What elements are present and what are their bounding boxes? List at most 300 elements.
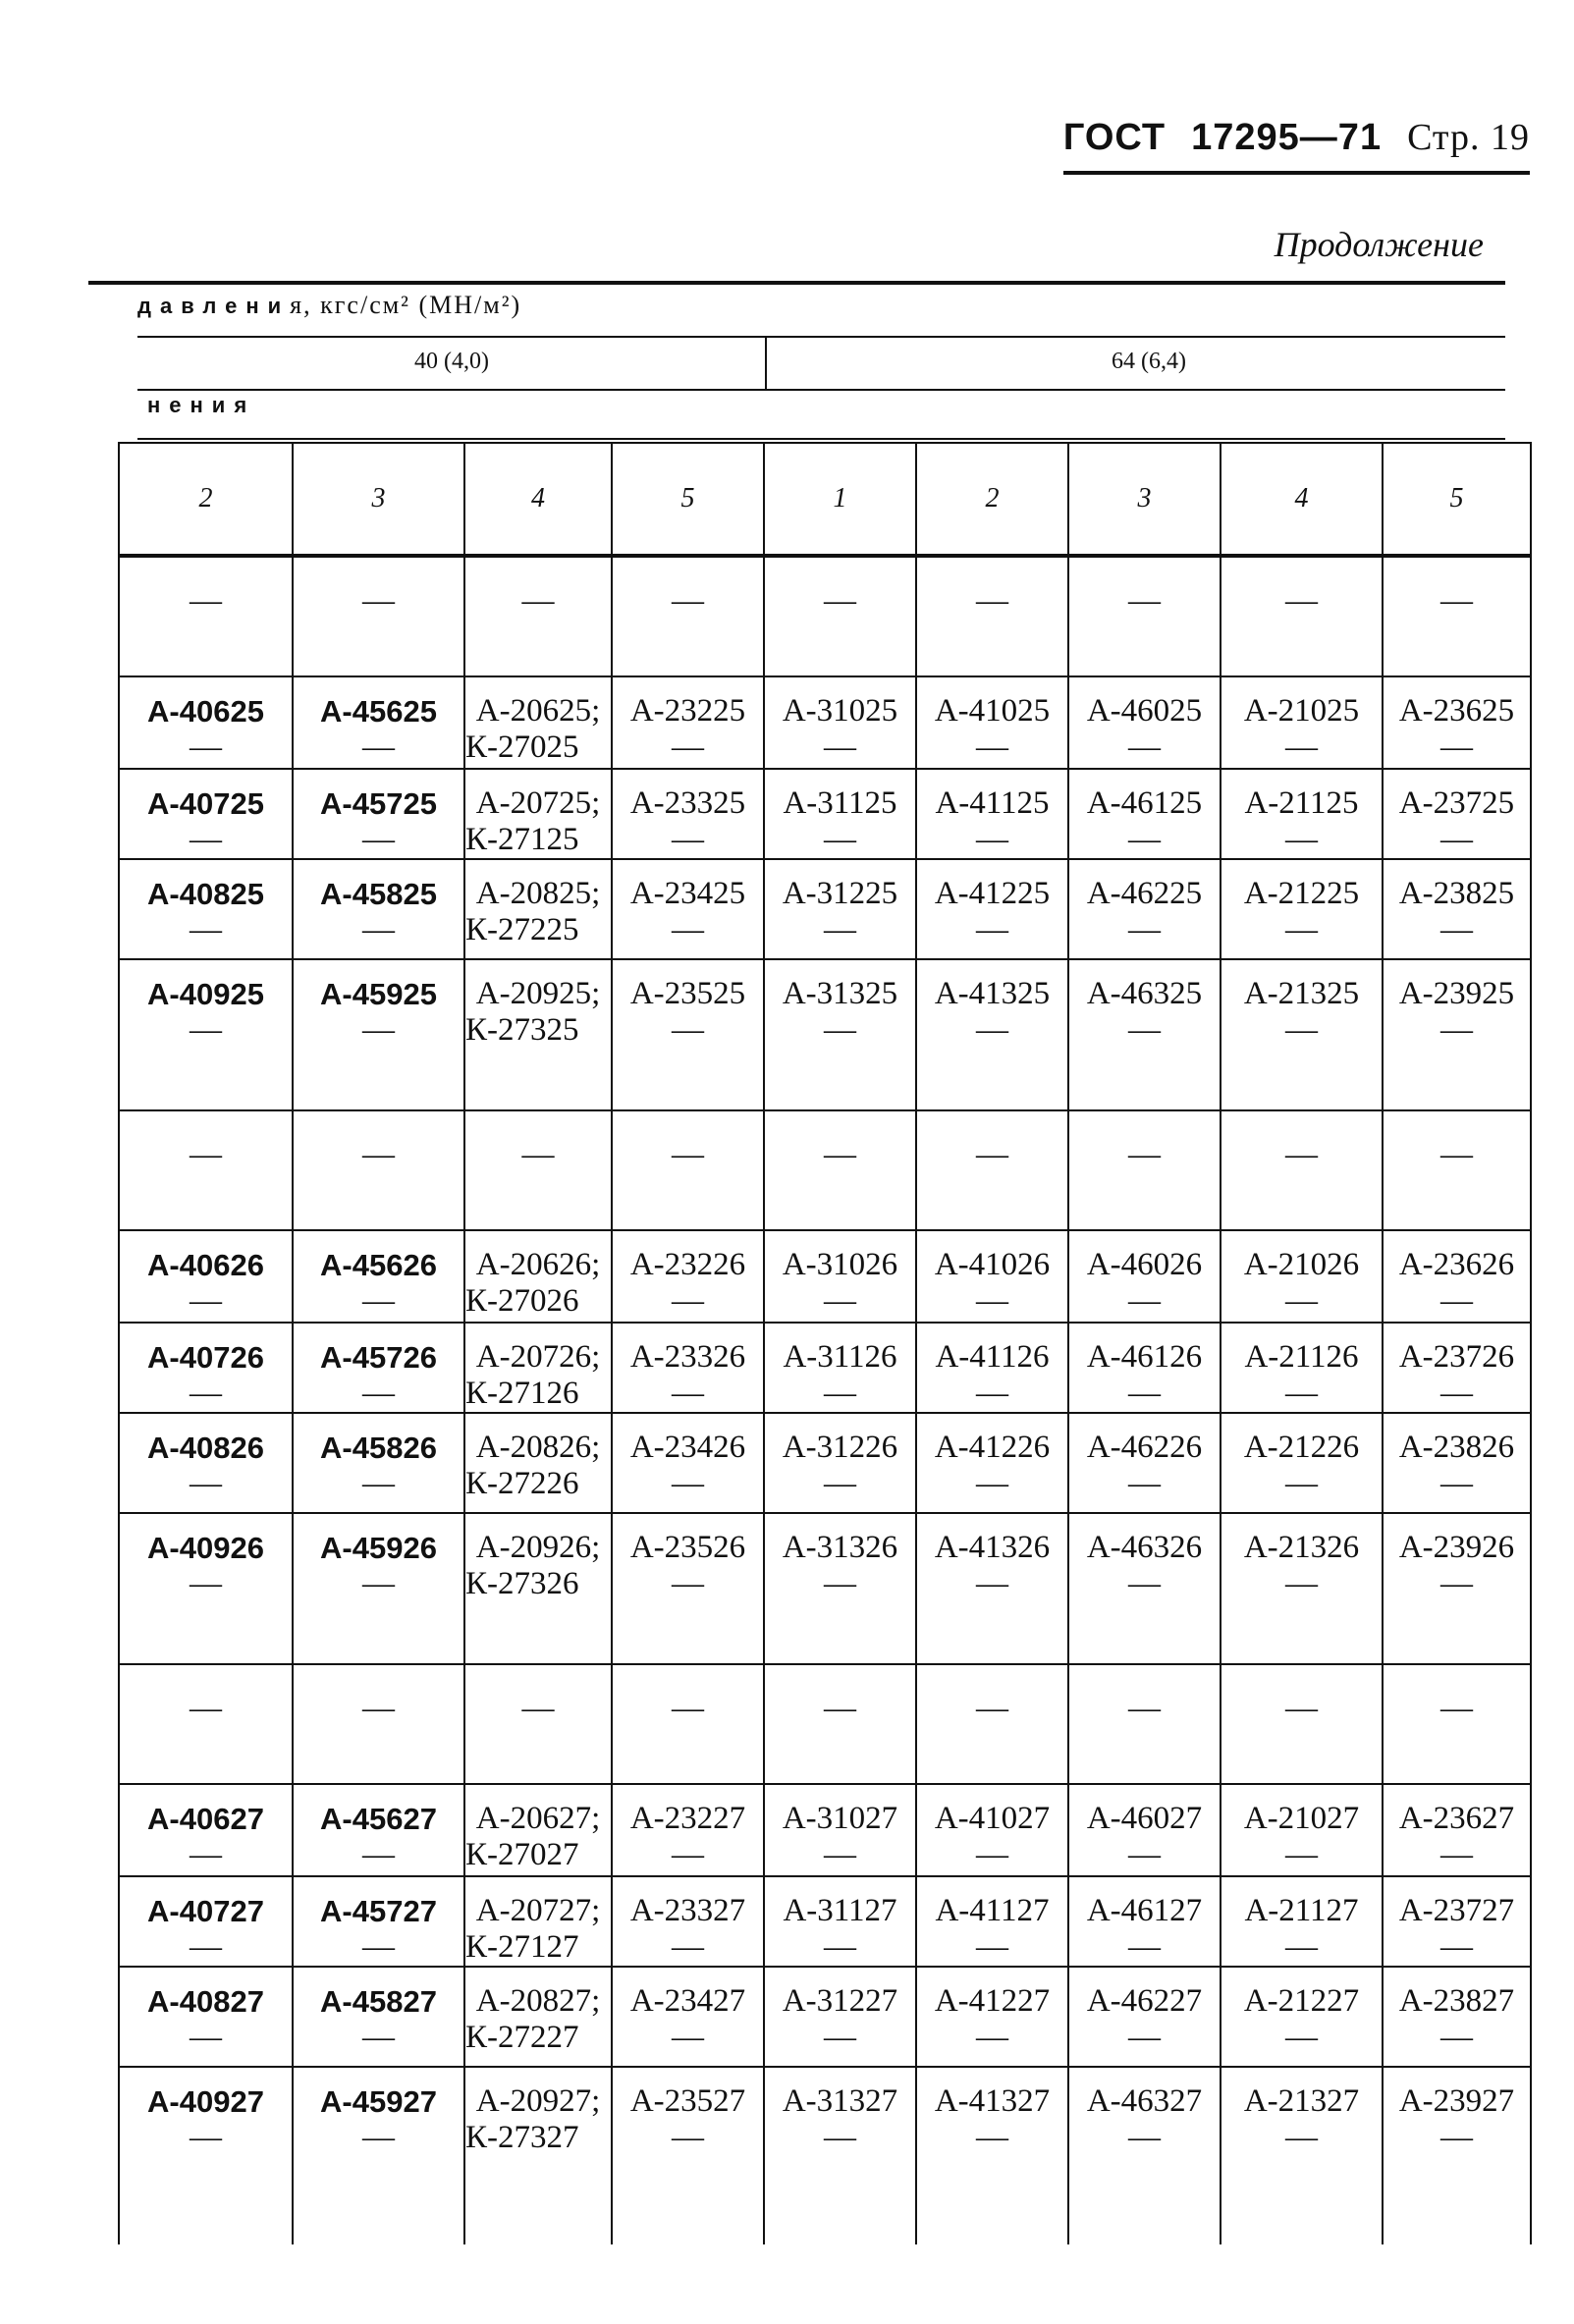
table-cell xyxy=(1383,859,1531,959)
page-number: Стр. 19 xyxy=(1407,117,1530,158)
designation-code: А-21326 xyxy=(1243,1530,1360,1565)
designation-sub: — xyxy=(1440,2020,1473,2055)
table-cell xyxy=(612,556,764,676)
designation-sub: — xyxy=(1440,1012,1473,1048)
designation-code: А-31125 xyxy=(783,785,897,821)
designation-code: А-45827 xyxy=(320,1984,437,2019)
designation-sub: К-27327 xyxy=(465,2120,579,2155)
designation-sub: — xyxy=(190,2020,222,2055)
designation-sub: — xyxy=(1285,730,1318,765)
designation-code: А-31326 xyxy=(782,1530,898,1565)
designation-table xyxy=(118,442,1532,2244)
designation-sub: — xyxy=(824,1566,856,1601)
table-cell xyxy=(1221,1323,1383,1413)
table-cell xyxy=(1221,1967,1383,2067)
designation-code: А-40926 xyxy=(147,1531,264,1565)
designation-code: А-41227 xyxy=(934,1983,1051,2019)
designation-sub: — xyxy=(362,2120,395,2155)
designation-sub: — xyxy=(824,1466,856,1501)
designation-sub: — xyxy=(1440,822,1473,857)
column-header: 4 xyxy=(464,443,612,556)
designation-code: А-31025 xyxy=(782,693,898,729)
designation-code: А-46226 xyxy=(1086,1430,1203,1465)
table-cell xyxy=(612,859,764,959)
designation-code: А-45727 xyxy=(320,1894,437,1928)
designation-code: А-46225 xyxy=(1086,876,1203,911)
designation-code: А-41127 xyxy=(935,1893,1050,1928)
table-cell xyxy=(293,1876,464,1967)
table-cell xyxy=(1383,2067,1531,2244)
table-cell xyxy=(1068,1413,1221,1513)
table-row xyxy=(119,959,1531,1110)
designation-sub: — xyxy=(672,730,704,765)
table-cell xyxy=(464,1413,612,1513)
designation-sub: К-27026 xyxy=(465,1283,579,1319)
pressure-group-40: 40 (4,0) xyxy=(414,349,489,374)
table-cell xyxy=(764,1876,916,1967)
designation-code: — xyxy=(190,583,222,619)
table-cell xyxy=(119,1230,293,1323)
column-header: 5 xyxy=(1383,443,1531,556)
designation-sub: — xyxy=(1285,1012,1318,1048)
designation-code: — xyxy=(1285,583,1318,619)
table-cell xyxy=(464,1784,612,1876)
designation-sub: — xyxy=(672,1376,704,1411)
designation-code: А-20927; xyxy=(475,2083,601,2119)
designation-sub: — xyxy=(976,2120,1008,2155)
table-cell xyxy=(916,1230,1068,1323)
designation-sub: — xyxy=(190,1566,222,1601)
table-cell xyxy=(119,2067,293,2244)
designation-sub: — xyxy=(976,1012,1008,1048)
designation-code: А-20725; xyxy=(475,785,601,821)
table-cell xyxy=(916,1784,1068,1876)
table-cell xyxy=(464,556,612,676)
designation-sub: — xyxy=(976,1929,1008,1965)
table-cell xyxy=(612,959,764,1110)
designation-code: А-21225 xyxy=(1243,876,1360,911)
table-row xyxy=(119,1967,1531,2067)
designation-sub: — xyxy=(1128,1376,1161,1411)
designation-code: — xyxy=(521,583,555,619)
designation-code: А-40826 xyxy=(147,1431,264,1465)
designation-sub: — xyxy=(190,1012,222,1048)
designation-code: А-23225 xyxy=(629,693,746,729)
table-cell xyxy=(1383,1110,1531,1230)
table-cell xyxy=(293,1110,464,1230)
designation-sub: — xyxy=(1128,730,1161,765)
designation-code: — xyxy=(1128,1137,1161,1172)
table-cell xyxy=(1221,769,1383,859)
table-cell xyxy=(119,1323,293,1413)
designation-sub: — xyxy=(672,1837,704,1872)
table-row xyxy=(119,676,1531,769)
designation-code: А-41025 xyxy=(934,693,1051,729)
table-cell xyxy=(916,1513,1068,1664)
table-cell xyxy=(1068,676,1221,769)
table-cell xyxy=(293,1784,464,1876)
designation-sub: — xyxy=(362,912,395,947)
designation-code: А-45627 xyxy=(320,1802,437,1836)
designation-code: А-40825 xyxy=(147,877,264,911)
designation-sub: К-27225 xyxy=(465,912,579,947)
table-cell xyxy=(916,1967,1068,2067)
table-cell xyxy=(1068,1323,1221,1413)
designation-sub: — xyxy=(362,1837,395,1872)
table-cell xyxy=(1383,1230,1531,1323)
designation-code: А-46126 xyxy=(1086,1339,1203,1375)
table-cell xyxy=(1383,1413,1531,1513)
designation-sub: — xyxy=(362,1376,395,1411)
designation-code: А-20825; xyxy=(475,876,601,911)
designation-sub: — xyxy=(976,1376,1008,1411)
designation-sub: — xyxy=(1440,1376,1473,1411)
designation-code: — xyxy=(1440,1137,1473,1172)
designation-code: — xyxy=(1128,583,1161,619)
designation-sub: — xyxy=(672,1466,704,1501)
designation-code: А-23525 xyxy=(629,976,746,1011)
pressure-label-rest: я, кгс/см² (МН/м²) xyxy=(290,291,522,319)
designation-code: А-23425 xyxy=(629,876,746,911)
designation-code: А-20627; xyxy=(475,1801,601,1836)
table-cell xyxy=(119,1413,293,1513)
table-cell xyxy=(293,1323,464,1413)
table-cell xyxy=(1383,676,1531,769)
designation-sub: К-27326 xyxy=(465,1566,579,1601)
execution-sub-label: нения xyxy=(147,393,256,417)
designation-code: А-31126 xyxy=(783,1339,897,1375)
designation-code: А-45925 xyxy=(320,977,437,1011)
designation-sub: — xyxy=(672,1566,704,1601)
designation-code: — xyxy=(824,583,856,619)
table-cell xyxy=(1383,769,1531,859)
designation-sub: — xyxy=(362,2020,395,2055)
table-cell xyxy=(1221,556,1383,676)
table-cell xyxy=(1068,959,1221,1110)
designation-code: А-46326 xyxy=(1086,1530,1203,1565)
top-rule xyxy=(88,281,1505,285)
designation-code: А-23826 xyxy=(1398,1430,1515,1465)
designation-code: А-31027 xyxy=(782,1801,898,1836)
designation-code: А-40625 xyxy=(147,694,264,729)
designation-code: А-40925 xyxy=(147,977,264,1011)
designation-code: А-31325 xyxy=(782,976,898,1011)
designation-code: — xyxy=(362,1137,395,1172)
table-cell xyxy=(293,556,464,676)
table-cell xyxy=(119,1876,293,1967)
table-cell xyxy=(916,1413,1068,1513)
table-row xyxy=(119,1513,1531,1664)
table-cell xyxy=(293,2067,464,2244)
designation-code: А-45825 xyxy=(320,877,437,911)
designation-sub: — xyxy=(1285,1837,1318,1872)
table-row xyxy=(119,556,1531,676)
designation-sub: — xyxy=(824,822,856,857)
table-cell xyxy=(1068,2067,1221,2244)
designation-sub: — xyxy=(672,2020,704,2055)
table-cell xyxy=(612,1413,764,1513)
designation-code: А-23726 xyxy=(1398,1339,1515,1375)
designation-sub: — xyxy=(1440,1566,1473,1601)
table-row xyxy=(119,859,1531,959)
table-cell xyxy=(764,1230,916,1323)
table-cell xyxy=(916,769,1068,859)
designation-sub: — xyxy=(190,822,222,857)
designation-code: А-20625; xyxy=(475,693,601,729)
table-cell xyxy=(612,1967,764,2067)
table-cell xyxy=(1068,1513,1221,1664)
designation-code: — xyxy=(1285,1137,1318,1172)
designation-sub: — xyxy=(190,730,222,765)
designation-code: — xyxy=(976,583,1008,619)
designation-sub: К-27126 xyxy=(465,1376,579,1411)
designation-code: А-23427 xyxy=(629,1983,746,2019)
table-cell xyxy=(612,1513,764,1664)
designation-sub: — xyxy=(1128,1929,1161,1965)
designation-sub: К-27227 xyxy=(465,2020,579,2055)
designation-code: — xyxy=(521,1137,555,1172)
designation-sub: — xyxy=(1128,2120,1161,2155)
designation-code: А-46327 xyxy=(1086,2083,1203,2119)
column-header: 5 xyxy=(612,443,764,556)
designation-code: А-23526 xyxy=(629,1530,746,1565)
designation-sub: — xyxy=(362,730,395,765)
designation-sub: К-27025 xyxy=(465,730,579,765)
column-header: 2 xyxy=(916,443,1068,556)
table-cell xyxy=(119,1664,293,1784)
table-cell xyxy=(764,1323,916,1413)
column-header: 1 xyxy=(764,443,916,556)
table-cell xyxy=(916,1323,1068,1413)
designation-code: — xyxy=(672,583,704,619)
table-cell xyxy=(764,2067,916,2244)
designation-sub: — xyxy=(190,1929,222,1965)
table-cell xyxy=(119,959,293,1110)
designation-sub: — xyxy=(824,2020,856,2055)
designation-code: А-20827; xyxy=(475,1983,601,2019)
designation-sub: — xyxy=(1440,1283,1473,1319)
table-cell xyxy=(916,676,1068,769)
designation-code: — xyxy=(521,1691,555,1726)
designation-sub: — xyxy=(976,1566,1008,1601)
designation-sub: — xyxy=(190,1283,222,1319)
table-cell xyxy=(612,676,764,769)
designation-sub: — xyxy=(1285,1376,1318,1411)
table-cell xyxy=(1383,959,1531,1110)
designation-code: — xyxy=(1440,1691,1473,1726)
designation-code: А-23827 xyxy=(1398,1983,1515,2019)
designation-code: А-41326 xyxy=(934,1530,1051,1565)
table-cell xyxy=(293,1230,464,1323)
table-cell xyxy=(916,1876,1068,1967)
table-cell xyxy=(1068,1784,1221,1876)
table-cell xyxy=(764,1110,916,1230)
designation-sub: — xyxy=(1285,822,1318,857)
table-cell xyxy=(1068,1664,1221,1784)
designation-code: А-23625 xyxy=(1398,693,1515,729)
column-header: 3 xyxy=(1068,443,1221,556)
table-cell xyxy=(293,959,464,1110)
designation-code: А-45926 xyxy=(320,1531,437,1565)
designation-sub: — xyxy=(1285,1929,1318,1965)
table-row xyxy=(119,1664,1531,1784)
table-cell xyxy=(1221,1110,1383,1230)
table-cell xyxy=(1068,1110,1221,1230)
table-cell xyxy=(764,1513,916,1664)
designation-sub: — xyxy=(1440,912,1473,947)
table-cell xyxy=(764,1784,916,1876)
table-cell xyxy=(293,769,464,859)
designation-code: А-31026 xyxy=(782,1247,898,1282)
table-cell xyxy=(119,676,293,769)
designation-sub: — xyxy=(824,1376,856,1411)
designation-sub: — xyxy=(1440,1929,1473,1965)
designation-code: А-31327 xyxy=(782,2083,898,2119)
table-cell xyxy=(764,859,916,959)
designation-code: А-21226 xyxy=(1243,1430,1360,1465)
designation-code: А-21026 xyxy=(1243,1247,1360,1282)
designation-sub: — xyxy=(824,1283,856,1319)
table-cell xyxy=(764,959,916,1110)
table-cell xyxy=(764,676,916,769)
designation-code: А-20925; xyxy=(475,976,601,1011)
table-cell xyxy=(916,556,1068,676)
designation-sub: — xyxy=(1285,2120,1318,2155)
designation-code: — xyxy=(1128,1691,1161,1726)
designation-code: А-23727 xyxy=(1398,1893,1515,1928)
designation-sub: — xyxy=(672,1929,704,1965)
designation-code: А-45725 xyxy=(320,786,437,821)
table-cell xyxy=(1068,769,1221,859)
designation-code: — xyxy=(190,1137,222,1172)
designation-sub: — xyxy=(672,1283,704,1319)
designation-sub: — xyxy=(1440,730,1473,765)
group-bottom-rule xyxy=(137,389,1505,391)
table-cell xyxy=(764,556,916,676)
table-cell xyxy=(612,769,764,859)
table-cell xyxy=(612,1230,764,1323)
designation-sub: — xyxy=(1285,1466,1318,1501)
designation-code: А-20926; xyxy=(475,1530,601,1565)
group-top-rule xyxy=(137,336,1505,338)
designation-sub: К-27226 xyxy=(465,1466,579,1501)
designation-code: А-46127 xyxy=(1086,1893,1203,1928)
designation-sub: — xyxy=(672,1012,704,1048)
designation-code: А-21227 xyxy=(1243,1983,1360,2019)
table-cell xyxy=(612,1664,764,1784)
designation-code: А-46325 xyxy=(1086,976,1203,1011)
designation-code: — xyxy=(672,1137,704,1172)
table-cell xyxy=(764,1664,916,1784)
table-cell xyxy=(916,2067,1068,2244)
table-row xyxy=(119,1230,1531,1323)
table-cell xyxy=(764,769,916,859)
designation-code: А-41325 xyxy=(934,976,1051,1011)
designation-code: А-41327 xyxy=(934,2083,1051,2119)
table-cell xyxy=(119,769,293,859)
designation-code: А-23627 xyxy=(1398,1801,1515,1836)
designation-code: А-31225 xyxy=(782,876,898,911)
designation-code: — xyxy=(190,1691,222,1726)
table-cell xyxy=(1383,1784,1531,1876)
designation-code: А-45625 xyxy=(320,694,437,729)
table-cell xyxy=(1221,1513,1383,1664)
designation-code: А-40726 xyxy=(147,1340,264,1375)
column-header-row xyxy=(119,443,1531,556)
designation-code: А-46125 xyxy=(1086,785,1203,821)
designation-code: А-21126 xyxy=(1244,1339,1359,1375)
designation-sub: — xyxy=(1128,1566,1161,1601)
designation-code: А-40626 xyxy=(147,1248,264,1282)
designation-code: — xyxy=(362,1691,395,1726)
designation-sub: — xyxy=(672,822,704,857)
designation-code: А-21025 xyxy=(1243,693,1360,729)
designation-sub: К-27125 xyxy=(465,822,579,857)
designation-code: А-45626 xyxy=(320,1248,437,1282)
designation-sub: — xyxy=(824,1929,856,1965)
table-cell xyxy=(119,1967,293,2067)
table-cell xyxy=(293,859,464,959)
designation-code: А-23825 xyxy=(1398,876,1515,911)
table-cell xyxy=(464,2067,612,2244)
table-cell xyxy=(1221,1664,1383,1784)
table-row xyxy=(119,1784,1531,1876)
table-cell xyxy=(764,1413,916,1513)
table-row xyxy=(119,1876,1531,1967)
table-cell xyxy=(1068,1967,1221,2067)
table-cell xyxy=(612,1784,764,1876)
table-cell xyxy=(464,676,612,769)
designation-sub: — xyxy=(190,2120,222,2155)
designation-sub: — xyxy=(362,822,395,857)
designation-code: А-41027 xyxy=(934,1801,1051,1836)
table-cell xyxy=(1221,959,1383,1110)
designation-code: А-31127 xyxy=(783,1893,897,1928)
table-cell xyxy=(1068,1876,1221,1967)
table-cell xyxy=(293,1664,464,1784)
designation-sub: — xyxy=(1128,1466,1161,1501)
table-cell xyxy=(1221,2067,1383,2244)
column-header: 4 xyxy=(1221,443,1383,556)
designation-code: А-45826 xyxy=(320,1431,437,1465)
designation-sub: — xyxy=(190,1837,222,1872)
pressure-group-64: 64 (6,4) xyxy=(1112,349,1186,374)
table-cell xyxy=(1221,1413,1383,1513)
designation-code: А-46027 xyxy=(1086,1801,1203,1836)
standard-number: 17295—71 xyxy=(1191,117,1383,158)
designation-code: А-40827 xyxy=(147,1984,264,2019)
designation-code: А-23227 xyxy=(629,1801,746,1836)
table-cell xyxy=(1221,676,1383,769)
designation-code: — xyxy=(976,1137,1008,1172)
designation-sub: — xyxy=(1440,1466,1473,1501)
designation-code: А-23325 xyxy=(629,785,746,821)
designation-sub: — xyxy=(1440,2120,1473,2155)
table-cell xyxy=(1383,1967,1531,2067)
designation-code: А-23327 xyxy=(629,1893,746,1928)
table-cell xyxy=(1221,1784,1383,1876)
designation-sub: — xyxy=(824,1837,856,1872)
table-cell xyxy=(1068,556,1221,676)
table-cell xyxy=(464,959,612,1110)
page-header xyxy=(1063,116,1530,175)
designation-sub: — xyxy=(824,1012,856,1048)
table-cell xyxy=(1383,556,1531,676)
table-cell xyxy=(293,1967,464,2067)
table-cell xyxy=(464,1664,612,1784)
table-cell xyxy=(1383,1664,1531,1784)
designation-code: А-20826; xyxy=(475,1430,601,1465)
